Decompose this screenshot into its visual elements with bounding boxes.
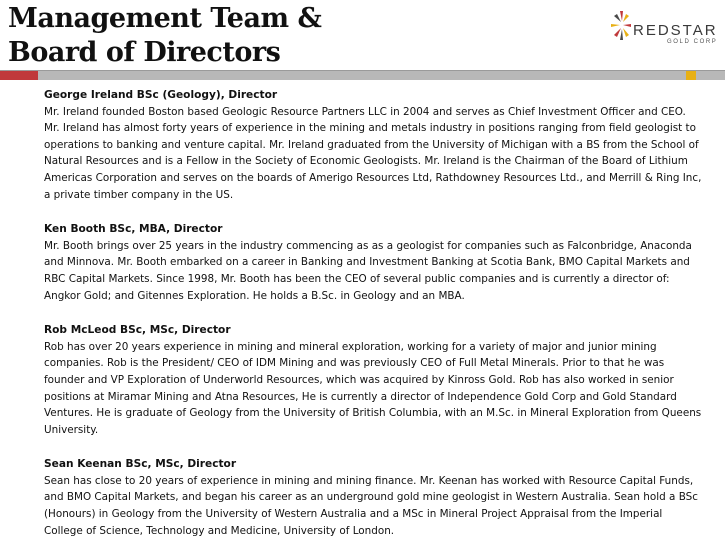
page-title-line-1: Management Team &: [8, 3, 322, 34]
bio-ken-booth: [44, 221, 704, 304]
bio-heading: Sean Keenan BSc, MSc, Director: [44, 458, 237, 471]
company-logo: [611, 11, 725, 51]
bio-list: [44, 87, 704, 557]
bio-body: Mr. Ireland founded Boston based Geologic Resource Partners LLC in 2004 and serves as Chief Investment Officer and CEO. Mr. Ireland has almost forty years of experience in the mining and metals industry in positions ranging from field geologist to operations to banking and venture capital. Mr. Ireland graduated from the University of Michigan with a BS from the School of Natural Resources and is a Fellow in the Society of Economic Geologists. Mr. Ireland is the Chairman of the Board of Lithium Americas Corporation and serves on the boards of Amerigo Resources Ltd, Rathdowney Resources Ltd., and Merrill & Ring Inc, a private timber company in the US.: [44, 105, 702, 201]
bio-body: Mr. Booth brings over 25 years in the industry commencing as as a geologist for companies such as Falconbridge, Anaconda and Minnova. Mr. Booth embarked on a career in Banking and Investment Banking at Scotia Bank, BMO Capital Markets and RBC Capital Markets. Since 1998, Mr. Booth has been the CEO of several public companies and is currently a director of: Angkor Gold; and Gitennes Exploration. He holds a B.Sc. in Geology and an MBA.: [44, 239, 692, 302]
bio-heading: Ken Booth BSc, MBA, Director: [44, 223, 223, 236]
bio-george-ireland: [44, 87, 704, 203]
bio-heading: Rob McLeod BSc, MSc, Director: [44, 324, 231, 337]
page-title-line-2: Board of Directors: [8, 37, 281, 68]
header-bar-gray-end: [696, 71, 725, 80]
header-bar-red: [0, 71, 38, 80]
header-bar-yellow: [686, 71, 696, 80]
star-burst-icon: [611, 11, 633, 41]
page-title: [8, 2, 321, 70]
bio-body: Rob has over 20 years experience in mining and mineral exploration, working for a variety of major and junior mining companies. Rob is the President/ CEO of IDM Mining and was previously CEO of Full Metal Minerals. Prior to that he was founder and VP Exploration of Underworld Resources, which was acquired by Kinross Gold. Rob has also worked in senior positions at Miramar Mining and Atna Resources, He is currently a director of Independence Gold Corp and Gold Standard Ventures. He is graduate of Geology from the University of British Columbia, with an M.Sc. in Mineral Exploration from Queens University.: [44, 340, 702, 436]
header-bar-gray: [38, 71, 686, 80]
logo-name: REDSTAR: [633, 22, 718, 39]
bio-sean-keenan: [44, 456, 704, 539]
bio-heading: George Ireland BSc (Geology), Director: [44, 89, 278, 101]
bio-body: Sean has close to 20 years of experience in mining and mining finance. Mr. Keenan has worked with Resource Capital Funds, and BMO Capital Markets, and began his career as an underground gold mine geologist in Western Australia. Sean hold a BSc (Honours) in Geology from the University of Western Australia and a MSc in Mineral Project Appraisal from the Imperial College of Science, Technology and Medicine, University of London.: [44, 474, 698, 537]
logo-subtitle: GOLD CORP: [667, 39, 718, 45]
bio-rob-mcleod: [44, 322, 704, 438]
